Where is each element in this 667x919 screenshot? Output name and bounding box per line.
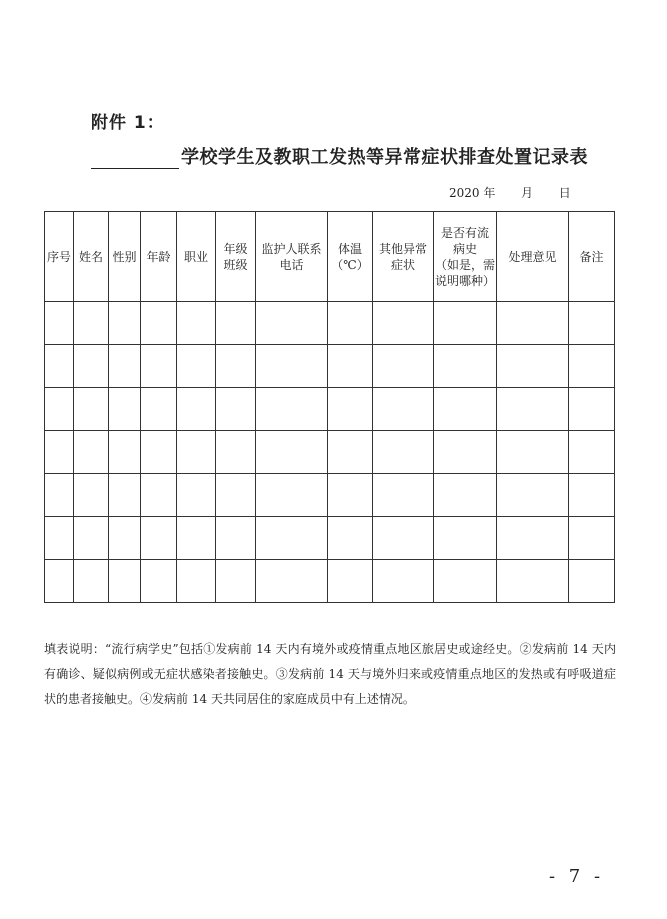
title-row <box>91 143 611 169</box>
table-cell[interactable] <box>434 560 497 603</box>
table-cell[interactable] <box>569 431 615 474</box>
table-cell[interactable] <box>141 345 177 388</box>
table-cell[interactable] <box>497 302 569 345</box>
column-header: 处理意见 <box>497 212 569 302</box>
table-cell[interactable] <box>497 388 569 431</box>
table-cell[interactable] <box>45 517 74 560</box>
table-cell[interactable] <box>141 431 177 474</box>
table-cell[interactable] <box>434 517 497 560</box>
table-cell[interactable] <box>328 474 373 517</box>
table-cell[interactable] <box>74 431 109 474</box>
table-cell[interactable] <box>434 388 497 431</box>
table-cell[interactable] <box>177 560 216 603</box>
table-row <box>45 560 615 603</box>
table-cell[interactable] <box>497 517 569 560</box>
table-cell[interactable] <box>373 517 434 560</box>
table-cell[interactable] <box>141 560 177 603</box>
table-body <box>45 302 615 603</box>
table-cell[interactable] <box>256 302 328 345</box>
form-title: 学校学生及教职工发热等异常症状排查处置记录表 <box>181 147 588 168</box>
table-row <box>45 474 615 517</box>
table-cell[interactable] <box>373 474 434 517</box>
table-cell[interactable] <box>216 517 256 560</box>
table-cell[interactable] <box>569 302 615 345</box>
table-cell[interactable] <box>256 345 328 388</box>
table-cell[interactable] <box>45 345 74 388</box>
table-cell[interactable] <box>109 302 141 345</box>
table-cell[interactable] <box>256 474 328 517</box>
table-row <box>45 388 615 431</box>
table-row <box>45 431 615 474</box>
table-cell[interactable] <box>216 474 256 517</box>
table-cell[interactable] <box>74 560 109 603</box>
table-cell[interactable] <box>328 345 373 388</box>
school-name-blank <box>91 146 179 169</box>
table-cell[interactable] <box>141 517 177 560</box>
column-header: 监护人联系 电话 <box>256 212 328 302</box>
table-cell[interactable] <box>109 345 141 388</box>
table-cell[interactable] <box>497 431 569 474</box>
column-header: 其他异常 症状 <box>373 212 434 302</box>
table-cell[interactable] <box>109 388 141 431</box>
table-cell[interactable] <box>74 345 109 388</box>
table-cell[interactable] <box>74 388 109 431</box>
table-cell[interactable] <box>373 560 434 603</box>
table-cell[interactable] <box>256 517 328 560</box>
table-cell[interactable] <box>256 431 328 474</box>
column-header: 职业 <box>177 212 216 302</box>
column-header: 年龄 <box>141 212 177 302</box>
column-header: 备注 <box>569 212 615 302</box>
record-table <box>44 211 615 603</box>
table-cell[interactable] <box>434 345 497 388</box>
table-cell[interactable] <box>216 345 256 388</box>
table-cell[interactable] <box>373 302 434 345</box>
table-row <box>45 345 615 388</box>
table-cell[interactable] <box>216 431 256 474</box>
table-cell[interactable] <box>45 560 74 603</box>
fill-instructions: 填表说明：“流行病学史”包括①发病前 14 天内有境外或疫情重点地区旅居史或途经史。②发病前 14 天内有确诊、疑似病例或无症状感染者接触史。③发病前 14 天与境外归来或疫情重点地区的发热或有呼吸道症状的患者接触史。④发病前 14 天共同居住的家庭成员中有上述情况。 <box>44 642 616 706</box>
table-cell[interactable] <box>328 517 373 560</box>
table-cell[interactable] <box>109 517 141 560</box>
table-cell[interactable] <box>45 388 74 431</box>
table-cell[interactable] <box>373 345 434 388</box>
table-cell[interactable] <box>328 388 373 431</box>
table-cell[interactable] <box>177 388 216 431</box>
table-cell[interactable] <box>569 474 615 517</box>
date-year: 2020 年 <box>449 186 496 200</box>
column-header: 姓名 <box>74 212 109 302</box>
table-cell[interactable] <box>434 302 497 345</box>
table-cell[interactable] <box>109 431 141 474</box>
table-cell[interactable] <box>141 474 177 517</box>
table-cell[interactable] <box>328 302 373 345</box>
table-cell[interactable] <box>109 474 141 517</box>
table-cell[interactable] <box>328 560 373 603</box>
table-cell[interactable] <box>569 345 615 388</box>
table-cell[interactable] <box>141 302 177 345</box>
column-header: 序号 <box>45 212 74 302</box>
table-cell[interactable] <box>256 560 328 603</box>
page-number: - 7 - <box>549 866 605 887</box>
column-header: 体温 （℃） <box>328 212 373 302</box>
table-cell[interactable] <box>109 560 141 603</box>
table-cell[interactable] <box>177 474 216 517</box>
table-cell[interactable] <box>373 388 434 431</box>
table-cell[interactable] <box>497 560 569 603</box>
table-cell[interactable] <box>74 517 109 560</box>
table-cell[interactable] <box>569 517 615 560</box>
table-cell[interactable] <box>141 388 177 431</box>
table-cell[interactable] <box>569 560 615 603</box>
date-day: 日 <box>558 186 571 200</box>
table-cell[interactable] <box>177 431 216 474</box>
table-cell[interactable] <box>74 302 109 345</box>
table-cell[interactable] <box>177 345 216 388</box>
column-header: 性别 <box>109 212 141 302</box>
column-header: 是否有流 病史 （如是，需 说明哪种） <box>434 212 497 302</box>
table-cell[interactable] <box>497 345 569 388</box>
table-cell[interactable] <box>45 431 74 474</box>
date-line <box>449 184 571 201</box>
column-header: 年级 班级 <box>216 212 256 302</box>
table-row <box>45 517 615 560</box>
table-cell[interactable] <box>328 431 373 474</box>
table-cell[interactable] <box>45 474 74 517</box>
table-cell[interactable] <box>497 474 569 517</box>
table-cell[interactable] <box>45 302 74 345</box>
table-cell[interactable] <box>373 431 434 474</box>
table-header-row <box>45 212 615 302</box>
attachment-label: 附件 1： <box>91 113 165 133</box>
table-cell[interactable] <box>177 302 216 345</box>
table-cell[interactable] <box>434 474 497 517</box>
date-month: 月 <box>521 186 534 200</box>
table-cell[interactable] <box>177 517 216 560</box>
table-cell[interactable] <box>569 388 615 431</box>
table-cell[interactable] <box>74 474 109 517</box>
table-cell[interactable] <box>216 302 256 345</box>
table-cell[interactable] <box>434 431 497 474</box>
table-cell[interactable] <box>216 560 256 603</box>
table-row <box>45 302 615 345</box>
table-cell[interactable] <box>216 388 256 431</box>
table-cell[interactable] <box>256 388 328 431</box>
